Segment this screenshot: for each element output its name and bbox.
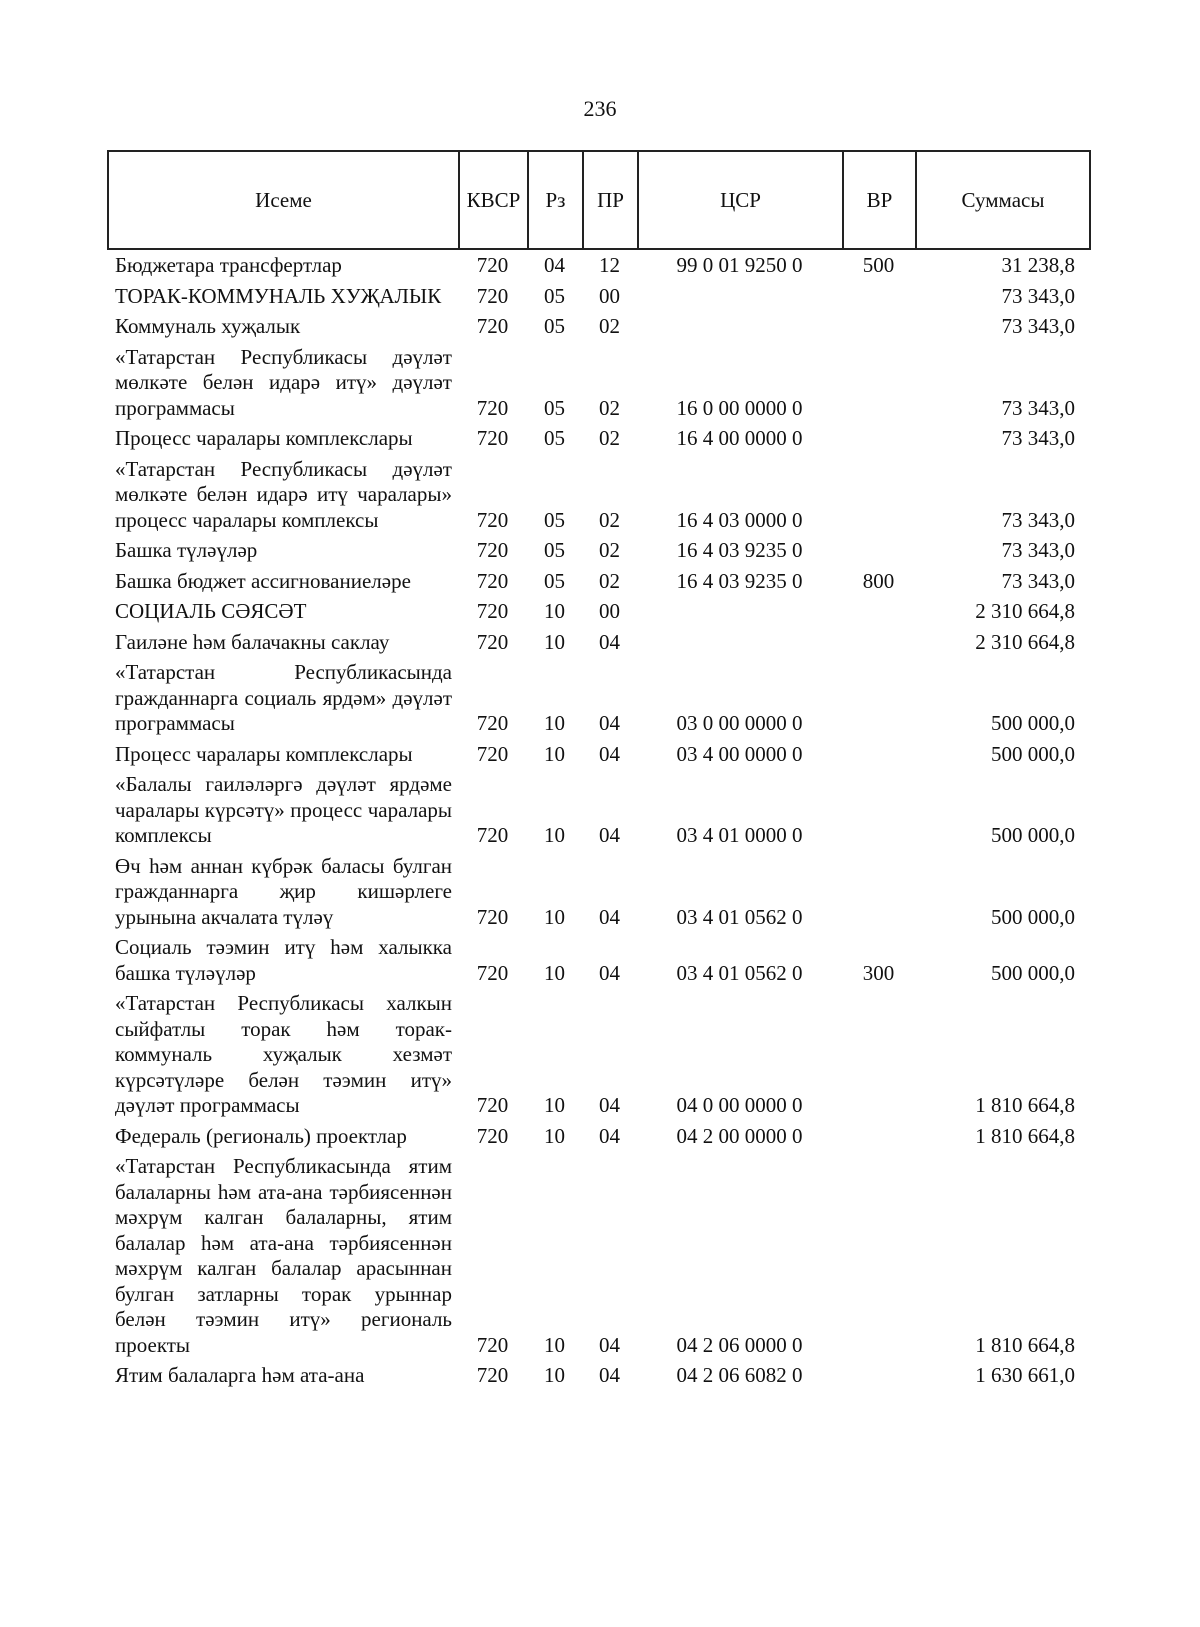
cell-name: Гаиләне һәм балачакны саклау [115, 629, 390, 654]
cell-kvsr: 720 [476, 568, 509, 593]
table-row [107, 599, 1089, 625]
cell-csr: 16 0 00 0000 0 [676, 395, 803, 420]
table-row [107, 284, 1089, 310]
cell-rz: 05 [544, 568, 565, 593]
table-row [107, 630, 1089, 656]
cell-name: Бюджетара трансфертлар [115, 253, 342, 277]
cell-kvsr: 720 [476, 1123, 509, 1148]
cell-name: Ятим балаларга һәм ата-ана [115, 1363, 365, 1387]
cell-name: «Татарстан Республикасы дәүләт мөлкәте белән идарә итү чаралары» процесс чаралары комплексы [115, 456, 452, 532]
cell-pr: 04 [599, 823, 620, 847]
cell-name: Федераль (региональ) проектлар [115, 1123, 407, 1148]
cell-rz: 05 [544, 395, 565, 420]
cell-name: Процесс чаралары комплекслары [115, 741, 413, 766]
cell-name: Өч һәм аннан күбрәк баласы булган гражданнарга җир кишәрлеге урынына акчалата түләү [115, 853, 452, 929]
cell-name: Башка бюджет ассигнованиеләре [115, 568, 411, 593]
table-row [107, 569, 1089, 595]
cell-sum: 1 810 664,8 [975, 1093, 1075, 1117]
cell-name: «Татарстан Республикасында гражданнарга социаль ярдәм» дәүләт программасы [115, 660, 452, 735]
cell-kvsr: 720 [476, 711, 509, 735]
cell-pr: 04 [599, 1363, 620, 1387]
cell-pr: 02 [599, 507, 620, 532]
cell-csr: 04 2 06 6082 0 [676, 1363, 803, 1387]
cell-pr: 00 [599, 283, 620, 308]
cell-rz: 05 [544, 314, 565, 338]
cell-vr: 300 [862, 960, 895, 985]
cell-kvsr: 720 [476, 629, 509, 654]
cell-csr: 16 4 03 9235 0 [676, 568, 803, 593]
header-sum: Суммасы [916, 151, 1090, 249]
header-vr: ВР [843, 151, 916, 249]
cell-rz: 10 [544, 1363, 565, 1387]
table-row [107, 457, 1089, 534]
cell-pr: 04 [599, 1332, 620, 1357]
cell-kvsr: 720 [476, 1363, 509, 1387]
cell-rz: 05 [544, 426, 565, 450]
cell-sum: 1 810 664,8 [975, 1123, 1075, 1148]
cell-pr: 04 [599, 904, 620, 929]
cell-kvsr: 720 [476, 395, 509, 420]
table-row [107, 1124, 1089, 1150]
cell-pr: 02 [599, 568, 620, 593]
cell-sum: 500 000,0 [991, 904, 1075, 929]
header-kvsr: КВСР [459, 151, 528, 249]
cell-sum: 73 343,0 [1001, 283, 1075, 308]
cell-sum: 2 310 664,8 [975, 599, 1075, 623]
cell-rz: 10 [544, 904, 565, 929]
cell-kvsr: 720 [476, 283, 509, 308]
cell-name: «Татарстан Республикасы дәүләт мөлкәте белән идарә итү» дәүләт программасы [115, 344, 452, 420]
cell-csr: 03 4 00 0000 0 [676, 741, 803, 766]
cell-csr: 03 0 00 0000 0 [676, 711, 803, 735]
cell-rz: 10 [544, 823, 565, 847]
cell-sum: 73 343,0 [1001, 395, 1075, 420]
table-row [107, 538, 1089, 564]
cell-pr: 02 [599, 314, 620, 338]
cell-kvsr: 720 [476, 741, 509, 766]
cell-sum: 1 810 664,8 [975, 1332, 1075, 1357]
cell-kvsr: 720 [476, 599, 509, 623]
cell-sum: 500 000,0 [991, 741, 1075, 766]
cell-csr: 03 4 01 0000 0 [676, 823, 803, 847]
cell-name: Процесс чаралары комплекслары [115, 426, 413, 450]
cell-name: Социаль тәэмин итү һәм халыкка башка түләүләр [115, 935, 452, 985]
cell-sum: 500 000,0 [991, 960, 1075, 985]
cell-name: ТОРАК-КОММУНАЛЬ ХУҖАЛЫК [115, 283, 442, 308]
cell-csr: 16 4 00 0000 0 [676, 426, 803, 450]
cell-name: Коммуналь хуҗалык [115, 314, 301, 338]
cell-kvsr: 720 [476, 904, 509, 929]
cell-rz: 10 [544, 1332, 565, 1357]
cell-kvsr: 720 [476, 314, 509, 338]
table-row [107, 772, 1089, 849]
cell-kvsr: 720 [476, 253, 509, 277]
cell-kvsr: 720 [476, 426, 509, 450]
cell-sum: 500 000,0 [991, 711, 1075, 735]
cell-rz: 10 [544, 1123, 565, 1148]
table-row [107, 742, 1089, 768]
cell-vr: 500 [862, 253, 895, 277]
header-name: Исеме [108, 151, 459, 249]
cell-vr: 800 [862, 568, 895, 593]
cell-rz: 05 [544, 538, 565, 562]
cell-pr: 02 [599, 538, 620, 562]
table-header [107, 150, 1091, 250]
cell-pr: 04 [599, 1123, 620, 1148]
cell-sum: 73 343,0 [1001, 426, 1075, 450]
cell-pr: 02 [599, 395, 620, 420]
cell-pr: 04 [599, 1093, 620, 1117]
table-row [107, 1363, 1089, 1389]
cell-rz: 04 [544, 253, 565, 277]
page-number: 236 [583, 96, 617, 121]
table-row [107, 991, 1089, 1119]
cell-rz: 05 [544, 507, 565, 532]
table-row [107, 426, 1089, 452]
table-row [107, 660, 1089, 737]
cell-pr: 00 [599, 599, 620, 623]
cell-pr: 04 [599, 741, 620, 766]
cell-pr: 02 [599, 426, 620, 450]
cell-kvsr: 720 [476, 507, 509, 532]
cell-sum: 73 343,0 [1001, 538, 1075, 562]
cell-name: СОЦИАЛЬ СӘЯСӘТ [115, 599, 307, 623]
cell-pr: 04 [599, 711, 620, 735]
cell-name: Башка түләүләр [115, 538, 258, 562]
cell-pr: 04 [599, 960, 620, 985]
cell-kvsr: 720 [476, 1093, 509, 1117]
table-row [107, 935, 1089, 986]
table-row [107, 1154, 1089, 1358]
cell-csr: 03 4 01 0562 0 [676, 904, 803, 929]
cell-sum: 73 343,0 [1001, 314, 1075, 338]
cell-name: «Татарстан Республикасында ятим балаларны һәм ата-ана тәрбиясеннән мәхрүм калган балаларны, ятим балалар һәм ата-ана тәрбиясеннән мәхрүм калган балалар арасыннан булган затларны торак урыннар белән тәэмин итү» региональ проекты [115, 1154, 452, 1357]
cell-rz: 10 [544, 741, 565, 766]
table-row [107, 854, 1089, 931]
cell-csr: 99 0 01 9250 0 [676, 253, 803, 277]
table-row [107, 253, 1089, 279]
cell-rz: 10 [544, 599, 565, 623]
cell-csr: 16 4 03 0000 0 [676, 507, 803, 532]
cell-name: «Татарстан Республикасы халкын сыйфатлы торак һәм торак-коммуналь хуҗалык хезмәт күрсәтүләре белән тәэмин итү» дәүләт программасы [115, 991, 452, 1117]
header-rz: Рз [528, 151, 583, 249]
table-row [107, 314, 1089, 340]
cell-rz: 05 [544, 283, 565, 308]
cell-csr: 04 2 06 0000 0 [676, 1332, 803, 1357]
cell-kvsr: 720 [476, 960, 509, 985]
cell-pr: 04 [599, 629, 620, 654]
cell-pr: 12 [599, 253, 620, 277]
cell-sum: 73 343,0 [1001, 507, 1075, 532]
header-csr: ЦСР [638, 151, 843, 249]
cell-csr: 04 2 00 0000 0 [676, 1123, 803, 1148]
cell-rz: 10 [544, 1093, 565, 1117]
cell-sum: 500 000,0 [991, 823, 1075, 847]
cell-csr: 16 4 03 9235 0 [676, 538, 803, 562]
cell-rz: 10 [544, 629, 565, 654]
cell-csr: 03 4 01 0562 0 [676, 960, 803, 985]
cell-rz: 10 [544, 960, 565, 985]
cell-name: «Балалы гаиләләргә дәүләт ярдәме чаралары күрсәтү» процесс чаралары комплексы [115, 772, 452, 847]
cell-sum: 1 630 661,0 [975, 1363, 1075, 1387]
cell-sum: 73 343,0 [1001, 568, 1075, 593]
cell-kvsr: 720 [476, 823, 509, 847]
cell-kvsr: 720 [476, 538, 509, 562]
table-body [107, 253, 1089, 1394]
cell-sum: 31 238,8 [1001, 253, 1075, 277]
table-row [107, 345, 1089, 422]
cell-sum: 2 310 664,8 [975, 629, 1075, 654]
header-pr: ПР [583, 151, 638, 249]
cell-csr: 04 0 00 0000 0 [676, 1093, 803, 1117]
cell-rz: 10 [544, 711, 565, 735]
cell-kvsr: 720 [476, 1332, 509, 1357]
